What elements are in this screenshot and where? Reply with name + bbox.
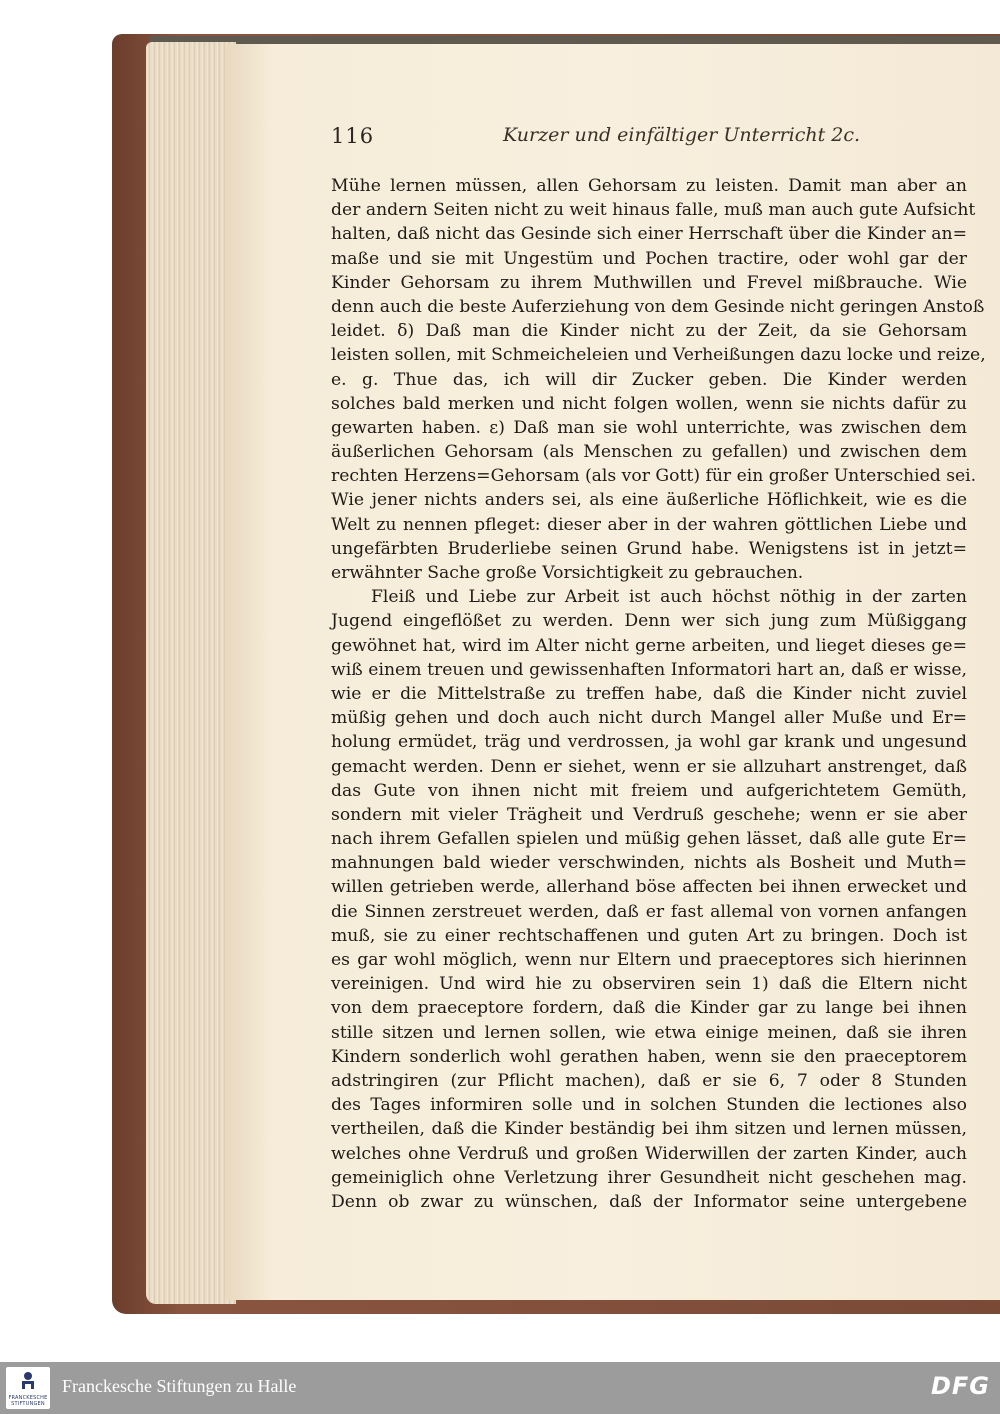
text-line: es gar wohl möglich, wenn nur Eltern und praeceptores sich hierinnen (331, 950, 967, 970)
logo-caption-2: STIFTUNGEN (11, 1401, 45, 1407)
text-line: die Sinnen zerstreuet werden, daß er fast allemal von vornen anfangen (331, 901, 967, 922)
text-line: Fleiß und Liebe zur Arbeit ist auch höchst nöthig in der zarten (371, 587, 967, 608)
text-line: Kindern sonderlich wohl gerathen haben, wenn sie den praeceptorem (331, 1046, 967, 1067)
text-line: gewarten haben. ε) Daß man sie wohl unterrichte, was zwischen dem (331, 417, 967, 438)
text-line: gemacht werden. Denn er siehet, wenn er sie allzuhart anstrenget, daß (331, 756, 967, 777)
text-line: das Gute von ihnen nicht mit freiem und aufgerichtetem Gemüth, (331, 780, 967, 801)
francke-logo (6, 1367, 50, 1409)
text-line: vereinigen. Und wird hie zu observiren sein 1) daß die Eltern nicht (331, 974, 967, 995)
body-text (331, 174, 986, 1214)
text-line: maße und sie mit Ungestüm und Pochen tractire, oder wohl gar der (331, 248, 967, 269)
text-line: mahnungen bald wieder verschwinden, nichts als Bosheit und Muth= (331, 853, 967, 874)
text-line: halten, daß nicht das Gesinde sich einer Herrschaft über die Kinder an= (331, 224, 967, 245)
text-line: gemeiniglich ohne Verletzung ihrer Gesundheit nicht geschehen mag. (331, 1167, 967, 1188)
text-line: von dem praeceptore fordern, daß die Kinder gar zu lange bei ihnen (331, 998, 967, 1019)
text-line: e. g. Thue das, ich will dir Zucker geben. Die Kinder werden (331, 369, 967, 390)
francke-emblem-icon (19, 1371, 37, 1393)
text-line: Denn ob zwar zu wünschen, daß der Informator seine untergebene (331, 1191, 967, 1212)
text-line: nach ihrem Gefallen spielen und müßig gehen lässet, daß alle gute Er= (331, 829, 967, 850)
text-line: erwähnter Sache große Vorsichtigkeit zu gebrauchen. (331, 563, 804, 583)
text-line: wie er die Mittelstraße zu treffen habe, daß die Kinder nicht zuviel (331, 683, 967, 704)
footer-bar (0, 1362, 1000, 1414)
text-line: Kinder Gehorsam zu ihrem Muthwillen und Frevel mißbrauche. Wie (331, 272, 967, 293)
text-line: willen getrieben werde, allerhand böse affecten bei ihnen erwecket und (331, 877, 967, 898)
text-line: muß, sie zu einer rechtschaffenen und guten Art zu bringen. Doch ist (331, 925, 967, 946)
text-line: müßig gehen und doch auch nicht durch Mangel aller Muße und Er= (331, 708, 967, 729)
text-line: stille sitzen und lernen sollen, wie etwa einige meinen, daß sie ihren (331, 1022, 967, 1043)
institution-link[interactable]: Franckesche Stiftungen zu Halle (62, 1376, 297, 1396)
text-line: wiß einem treuen und gewissenhaften Informatori hart an, daß er wisse, (331, 659, 967, 680)
page-edges (146, 42, 236, 1304)
text-line: welches ohne Verdruß und großen Widerwillen der zarten Kinder, auch (331, 1143, 967, 1164)
text-line: der andern Seiten nicht zu weit hinaus falle, muß man auch gute Aufsicht (331, 200, 976, 221)
text-line: denn auch die beste Auferziehung von dem Gesinde nicht geringen Anstoß (331, 296, 985, 317)
running-head: Kurzer und einfältiger Unterricht 2c. (503, 124, 861, 146)
text-line: ungefärbten Bruderliebe seinen Grund habe. Wenigstens ist in jetzt= (331, 538, 967, 559)
text-line: Wie jener nichts anders sei, als eine äußerliche Höflichkeit, wie es die (331, 490, 967, 511)
text-line: Jugend eingeflößet zu werden. Denn wer sich jung zum Müßiggang (331, 611, 967, 632)
text-line: vertheilen, daß die Kinder beständig bei ihm sitzen und lernen müssen, (331, 1119, 967, 1140)
text-line: sondern mit vieler Trägheit und Verdruß geschehe; wenn er sie aber (331, 804, 967, 825)
text-line: gewöhnet hat, wird im Alter nicht gerne arbeiten, und lieget dieses ge= (331, 635, 967, 656)
text-line: leisten sollen, mit Schmeicheleien und Verheißungen dazu locke und reize, (331, 345, 986, 366)
dfg-logo: DFG (930, 1372, 990, 1400)
text-line: äußerlichen Gehorsam (als Menschen zu gefallen) und zwischen dem (331, 442, 967, 463)
page-number: 116 (331, 124, 375, 148)
text-line: adstringiren (zur Pflicht machen), daß er sie 6, 7 oder 8 Stunden (331, 1070, 967, 1091)
text-line: des Tages informiren solle und in solchen Stunden die lectiones also (331, 1095, 967, 1116)
text-line: leidet. δ) Daß man die Kinder nicht zu der Zeit, da sie Gehorsam (331, 321, 967, 342)
text-line: solches bald merken und nicht folgen wollen, wenn sie nichts dafür zu (331, 393, 967, 414)
logo-caption-1: FRANCKESCHE (8, 1395, 48, 1401)
text-line: rechten Herzens=Gehorsam (als vor Gott) für ein großer Unterschied sei. (331, 466, 977, 487)
text-line: Welt zu nennen pfleget: dieser aber in der wahren göttlichen Liebe und (331, 514, 967, 535)
text-line: holung ermüdet, träg und verdrossen, ja wohl gar krank und ungesund (331, 732, 967, 753)
text-line: Mühe lernen müssen, allen Gehorsam zu leisten. Damit man aber an (331, 176, 967, 196)
